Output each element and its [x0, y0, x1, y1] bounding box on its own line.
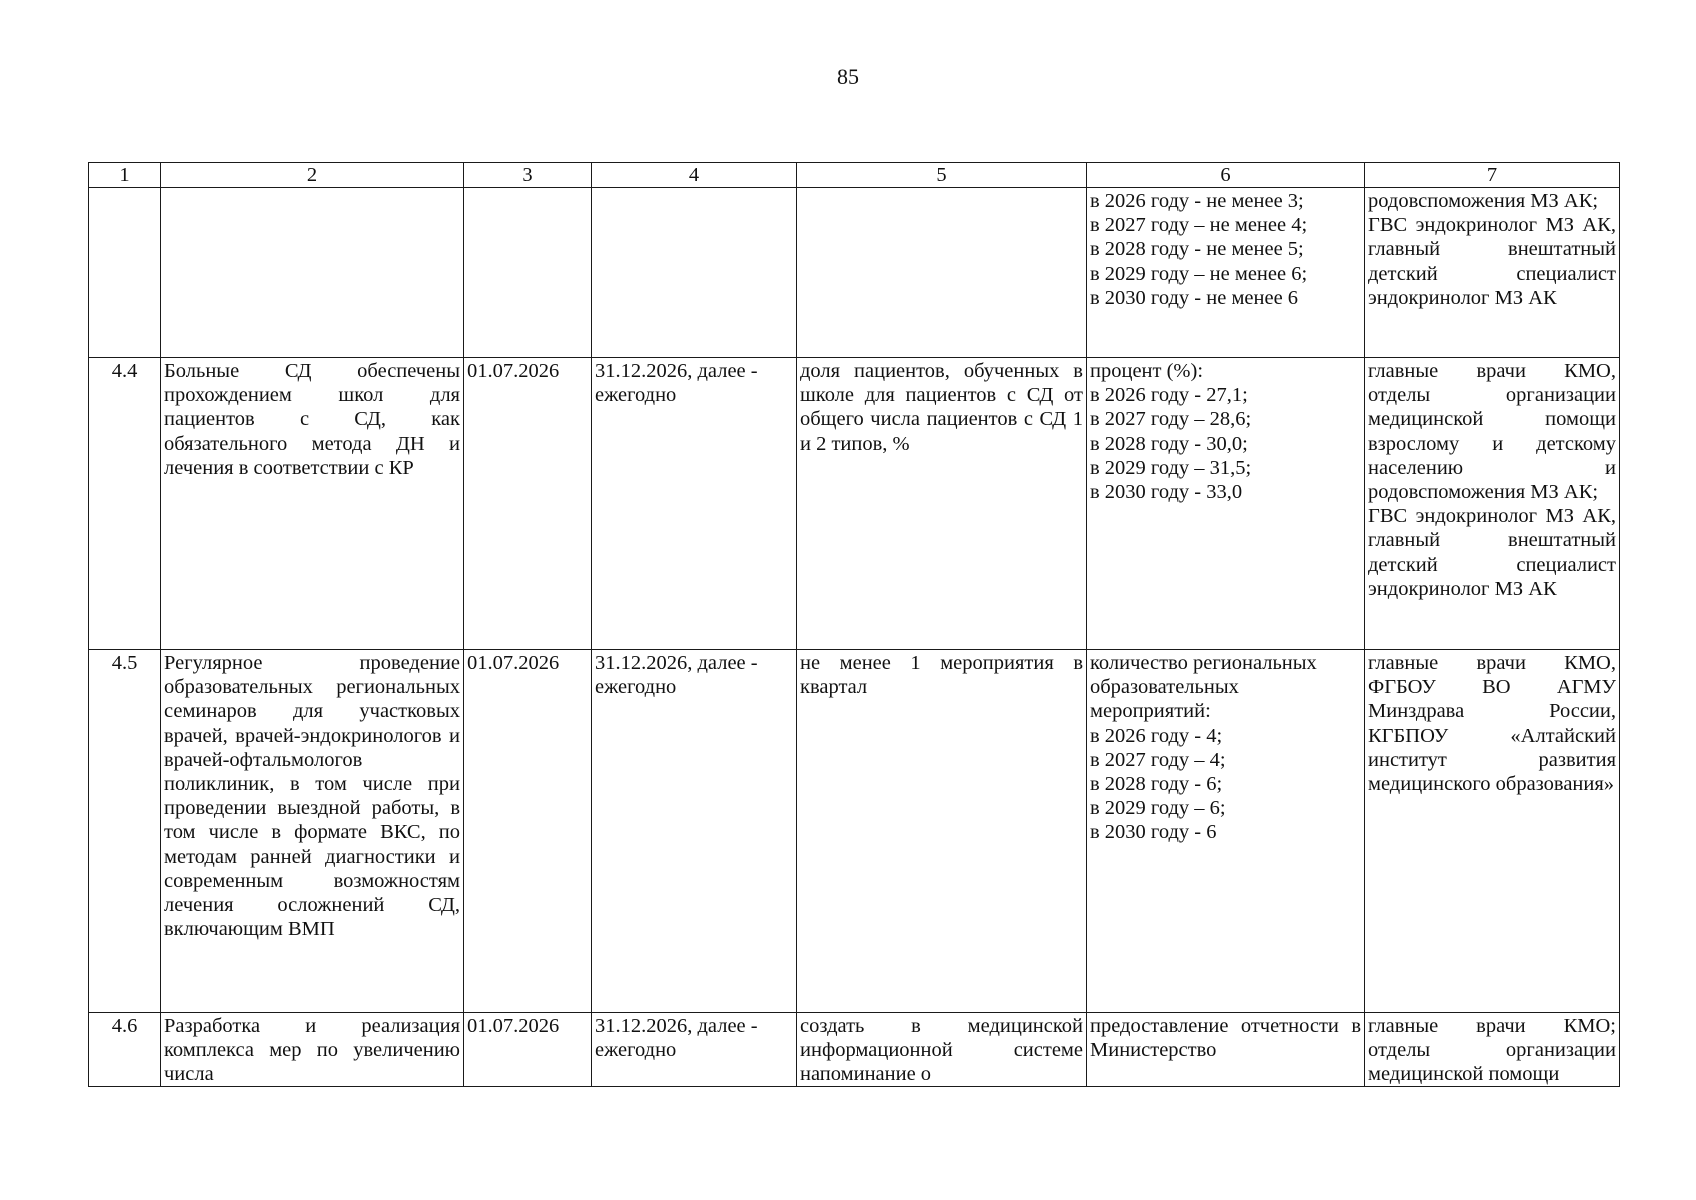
end-date-cell: 31.12.2026, далее - ежегодно — [592, 1013, 797, 1087]
responsible-cell: главные врачи КМО, отделы организации медицинской помощи взрослому и детскому населению и родовспоможения МЗ АК; ГВС эндокринолог МЗ АК, главный внештатный детский специалист эндокринолог МЗ АК — [1365, 358, 1620, 650]
column-header: 3 — [464, 163, 592, 188]
responsible-cell: главные врачи КМО, ФГБОУ ВО АГМУ Минздрава России, КГБПОУ «Алтайский институт развития медицинского образования» — [1365, 650, 1620, 1013]
event-text: Разработка и реализация комплекса мер по увеличению числа — [164, 1015, 460, 1086]
target-values-text: предоставление отчетности в Министерство — [1090, 1015, 1361, 1062]
start-date-cell: 01.07.2026 — [464, 1013, 592, 1087]
table-row — [89, 188, 1620, 358]
target-values-cell: в 2026 году - не менее 3; в 2027 году – не менее 4; в 2028 году - не менее 5; в 2029 году – не менее 6; в 2030 году - не менее 6 — [1087, 188, 1365, 358]
start-date-cell: 01.07.2026 — [464, 358, 592, 650]
target-values-cell: процент (%): в 2026 году - 27,1; в 2027 году – 28,6; в 2028 году - 30,0; в 2029 году – 31,5; в 2030 году - 33,0 — [1087, 358, 1365, 650]
indicator-cell: не менее 1 мероприятия в квартал — [797, 650, 1087, 1013]
page-number: 85 — [837, 64, 859, 89]
target-values-cell: количество региональных образовательных мероприятий: в 2026 году - 4; в 2027 году – 4; в 2028 году - 6; в 2029 году – 6; в 2030 году - 6 — [1087, 650, 1365, 1013]
start-date-cell: 01.07.2026 — [464, 650, 592, 1013]
indicator-cell — [797, 188, 1087, 358]
column-header: 1 — [89, 163, 161, 188]
start-date-cell — [464, 188, 592, 358]
table-row — [89, 358, 1620, 650]
column-header: 2 — [161, 163, 464, 188]
row-number: 4.6 — [89, 1013, 161, 1087]
responsible-text: главные врачи КМО; отделы организации медицинской помощи — [1368, 1015, 1616, 1086]
responsible-cell: родовспоможения МЗ АК; ГВС эндокринолог МЗ АК, главный внештатный детский специалист эндокринолог МЗ АК — [1365, 188, 1620, 358]
indicator-cell: доля пациентов, обученных в школе для пациентов с СД от общего числа пациентов с СД 1 и 2 типов, % — [797, 358, 1087, 650]
event-cell — [161, 188, 464, 358]
column-header: 6 — [1087, 163, 1365, 188]
row-number: 4.4 — [89, 358, 161, 650]
plan-table — [88, 162, 1620, 1087]
row-number — [89, 188, 161, 358]
column-header: 5 — [797, 163, 1087, 188]
end-date-cell — [592, 188, 797, 358]
event-cell: Больные СД обеспечены прохождением школ для пациентов с СД, как обязательного метода ДН и лечения в соответствии с КР — [161, 358, 464, 650]
end-date-cell: 31.12.2026, далее - ежегодно — [592, 358, 797, 650]
event-cell — [161, 1013, 464, 1087]
indicator-cell — [797, 1013, 1087, 1087]
end-date-cell: 31.12.2026, далее - ежегодно — [592, 650, 797, 1013]
target-values-cell — [1087, 1013, 1365, 1087]
indicator-text: создать в медицинской информационной системе напоминание о — [800, 1015, 1083, 1086]
event-cell: Регулярное проведение образовательных региональных семинаров для участковых врачей, врачей-эндокринологов и врачей-офтальмологов поликлиник, в том числе при проведении выездной работы, в том числе в формате ВКС, по методам ранней диагностики и современным возможностям лечения осложнений СД, включающим ВМП — [161, 650, 464, 1013]
column-number-row — [89, 163, 1620, 188]
table-row — [89, 650, 1620, 1013]
column-header: 4 — [592, 163, 797, 188]
column-header: 7 — [1365, 163, 1620, 188]
table-row — [89, 1013, 1620, 1087]
responsible-cell — [1365, 1013, 1620, 1087]
row-number: 4.5 — [89, 650, 161, 1013]
